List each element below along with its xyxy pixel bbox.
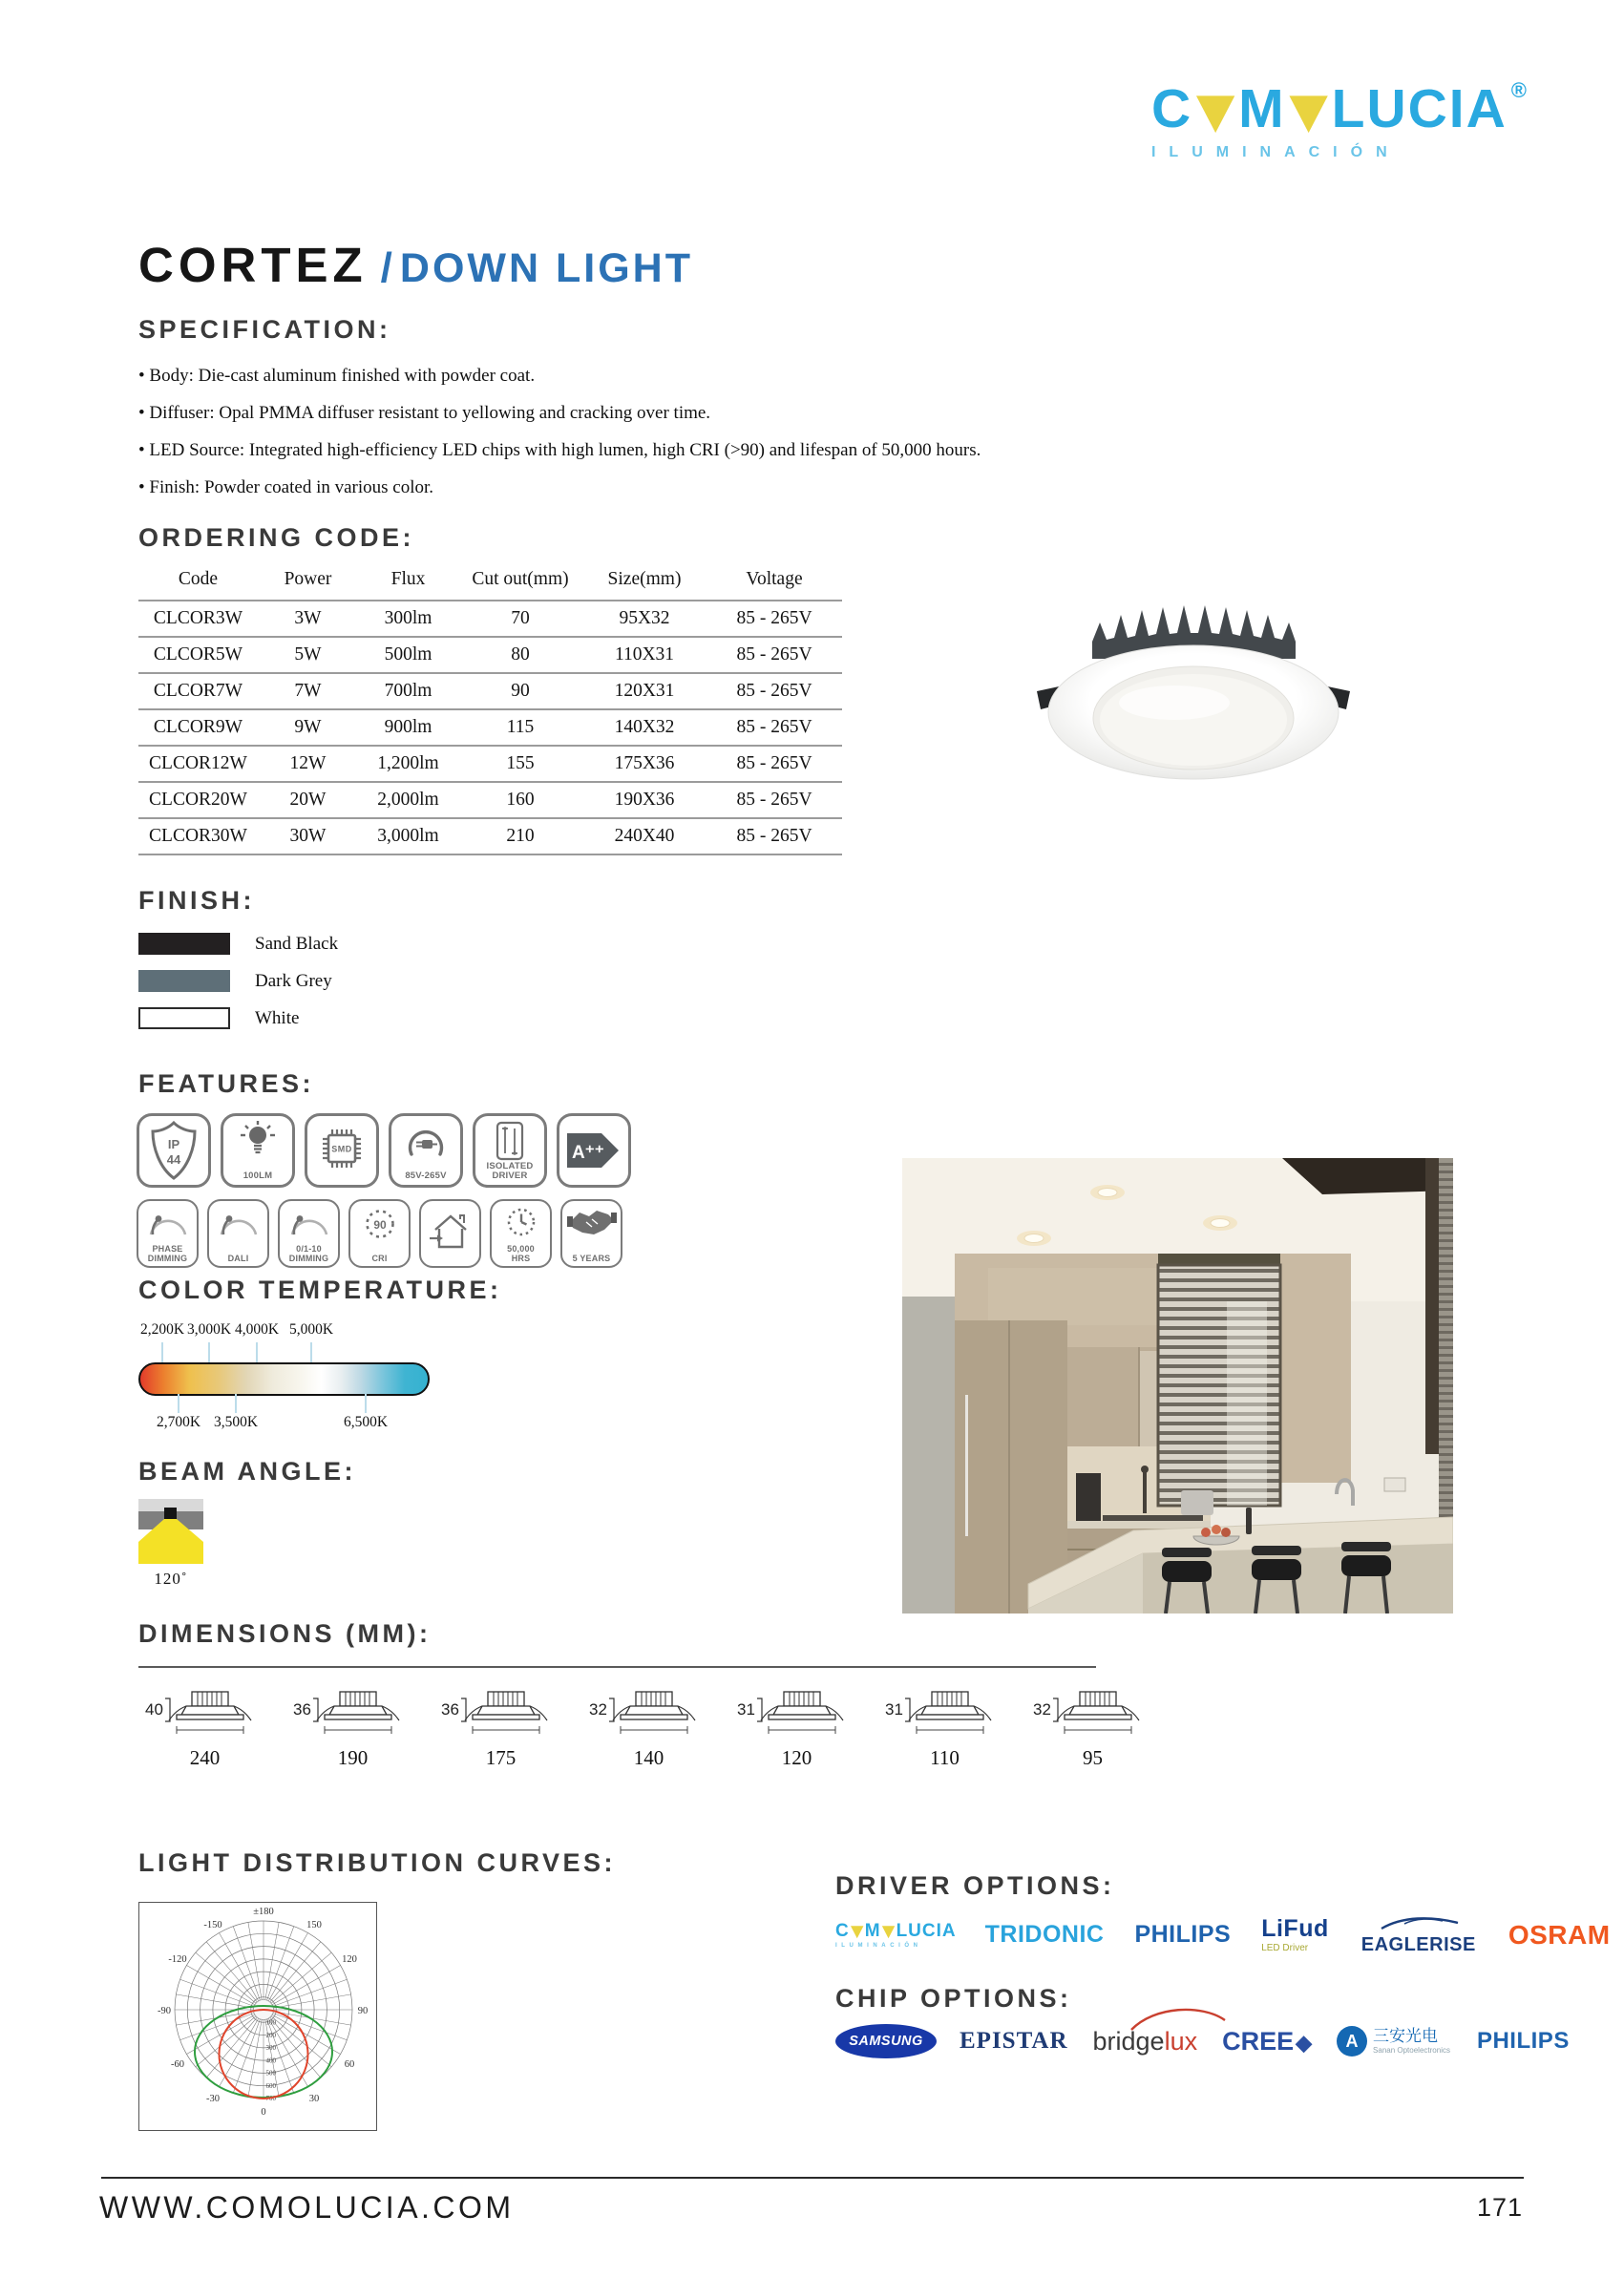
dimmer-gauge-icon bbox=[217, 1206, 261, 1236]
kitchen-photo bbox=[902, 1158, 1453, 1614]
svg-text:0: 0 bbox=[261, 2107, 266, 2118]
svg-text:44: 44 bbox=[166, 1152, 181, 1167]
feature-voltage-range: 85V-265V bbox=[389, 1113, 463, 1188]
dimension-drawing: 36 175 bbox=[432, 1686, 569, 1770]
driver-logo-tridonic: TRIDONIC bbox=[984, 1921, 1105, 1948]
finish-option: White bbox=[138, 1006, 338, 1030]
finish-option: Sand Black bbox=[138, 932, 338, 956]
svg-text:500: 500 bbox=[265, 2069, 276, 2078]
svg-text:36: 36 bbox=[292, 1700, 311, 1719]
features-row-2 bbox=[137, 1199, 631, 1268]
driver-logo-comolucia: C M LUCIA ILUMINACIÓN bbox=[835, 1920, 957, 1949]
dimmer-gauge-icon bbox=[287, 1206, 331, 1236]
dimension-drawing: 32 95 bbox=[1024, 1686, 1161, 1770]
plug-icon bbox=[404, 1121, 448, 1159]
table-header-row bbox=[138, 559, 842, 601]
chip-icon bbox=[314, 1121, 369, 1176]
dimmer-gauge-icon bbox=[146, 1206, 190, 1236]
svg-text:600: 600 bbox=[265, 2081, 276, 2090]
svg-text:31: 31 bbox=[884, 1700, 903, 1719]
svg-text:30: 30 bbox=[308, 2094, 320, 2104]
light-distribution-chart bbox=[138, 1902, 377, 2131]
svg-text:700: 700 bbox=[265, 2095, 276, 2102]
footer-divider bbox=[101, 2177, 1524, 2179]
clock-icon bbox=[501, 1206, 541, 1242]
features-row-1 bbox=[137, 1113, 641, 1188]
feature-cri: 90 CRI bbox=[348, 1199, 411, 1268]
product-photo bbox=[1031, 579, 1356, 812]
svg-text:60: 60 bbox=[344, 2059, 355, 2070]
driver-logo-philips: PHILIPS bbox=[1134, 1921, 1232, 1948]
driver-logo-eaglerise: EAGLERISE bbox=[1361, 1915, 1476, 1954]
color-temperature-gradient-bar bbox=[138, 1362, 430, 1396]
cree-diamond-icon: ◆ bbox=[1296, 2030, 1313, 2055]
feature-lumen: 100LM bbox=[221, 1113, 295, 1188]
page-number: 171 bbox=[1476, 2193, 1523, 2222]
bridgelux-arc-icon bbox=[1126, 2006, 1231, 2031]
brand-triangle-icon bbox=[1289, 91, 1329, 134]
dimension-drawing: 31 110 bbox=[876, 1686, 1013, 1770]
feature-indoor bbox=[419, 1199, 481, 1268]
chip-logo-cree: CREE◆ bbox=[1222, 2026, 1313, 2056]
spec-bullet: • LED Source: Integrated high-efficiency LED chips with high lumen, high CRI (>90) and lifespan of 50,000 hours. bbox=[138, 440, 981, 460]
chip-logo-bridgelux: bridgelux bbox=[1093, 2027, 1198, 2057]
driver-options-logos bbox=[835, 1915, 1611, 1954]
table-row: CLCOR20W 20W 2,000lm 160 190X36 85 - 265V bbox=[138, 782, 842, 818]
svg-text:32: 32 bbox=[1032, 1700, 1051, 1719]
brand-triangle-icon bbox=[1195, 91, 1235, 134]
sanan-badge-icon: A bbox=[1337, 2026, 1367, 2057]
spec-bullet: • Finish: Powder coated in various color. bbox=[138, 477, 434, 497]
title-slash: / bbox=[380, 244, 392, 291]
col-size: Size(mm) bbox=[582, 559, 707, 601]
dimension-drawings bbox=[137, 1686, 1172, 1770]
brand-letter: M bbox=[1238, 78, 1286, 139]
svg-text:-60: -60 bbox=[171, 2059, 184, 2070]
feature-energy-class bbox=[557, 1113, 631, 1188]
eagle-swoosh-icon bbox=[1376, 1915, 1462, 1930]
isolated-driver-icon bbox=[491, 1121, 529, 1161]
svg-text:150: 150 bbox=[306, 1920, 322, 1930]
svg-text:-90: -90 bbox=[158, 2006, 171, 2016]
svg-text:-150: -150 bbox=[203, 1920, 222, 1930]
table-row: CLCOR12W 12W 1,200lm 155 175X36 85 - 265V bbox=[138, 746, 842, 782]
chip-logo-epistar: EPISTAR bbox=[960, 2028, 1068, 2054]
col-cutout: Cut out(mm) bbox=[458, 559, 582, 601]
col-power: Power bbox=[258, 559, 358, 601]
tick bbox=[235, 1394, 237, 1413]
footer-website: WWW.COMOLUCIA.COM bbox=[99, 2190, 515, 2225]
chip-logo-samsung: SAMSUNG bbox=[835, 2024, 937, 2058]
energy-label-icon bbox=[565, 1129, 622, 1171]
svg-text:36: 36 bbox=[440, 1700, 459, 1719]
svg-text:-120: -120 bbox=[168, 1954, 187, 1965]
brand-letter: LUCIA bbox=[1331, 78, 1508, 139]
ordering-code-heading: ORDERING CODE: bbox=[138, 523, 415, 552]
feature-warranty: 5 YEARS bbox=[560, 1199, 622, 1268]
product-category: DOWN LIGHT bbox=[399, 245, 693, 291]
table-row: CLCOR3W 3W 300lm 70 95X32 85 - 265V bbox=[138, 601, 842, 637]
feature-phase-dimming: PHASE DIMMING bbox=[137, 1199, 199, 1268]
features-heading: FEATURES: bbox=[138, 1069, 314, 1098]
color-temperature-scale: 2,200K 3,000K 4,000K 5,000K 2,700K 3,500K 6,500K bbox=[138, 1321, 430, 1436]
dimension-drawing: 40 240 bbox=[137, 1686, 273, 1770]
tick bbox=[256, 1342, 258, 1362]
beam-angle-value: 120˚ bbox=[154, 1570, 188, 1588]
brand-wordmark bbox=[1150, 78, 1529, 139]
swatch-dark-grey bbox=[138, 970, 230, 992]
svg-text:100: 100 bbox=[265, 2018, 276, 2027]
col-code: Code bbox=[138, 559, 258, 601]
table-row: CLCOR30W 30W 3,000lm 210 240X40 85 - 265V bbox=[138, 818, 842, 854]
tick bbox=[310, 1342, 312, 1362]
spec-bullet: • Body: Die-cast aluminum finished with powder coat. bbox=[138, 366, 536, 386]
svg-text:200: 200 bbox=[265, 2031, 276, 2039]
dimension-drawing: 31 120 bbox=[728, 1686, 865, 1770]
tick bbox=[161, 1342, 163, 1362]
table-row: CLCOR5W 5W 500lm 80 110X31 85 - 265V bbox=[138, 637, 842, 673]
beam-angle-heading: BEAM ANGLE: bbox=[138, 1457, 356, 1486]
light-distribution-heading: LIGHT DISTRIBUTION CURVES: bbox=[138, 1848, 617, 1877]
chip-logo-sanan: A 三安光电 Sanan Optoelectronics bbox=[1337, 2026, 1450, 2057]
svg-text:±180: ±180 bbox=[253, 1907, 274, 1917]
brand-triangle-icon bbox=[882, 1925, 896, 1939]
brand-logo bbox=[1150, 78, 1529, 161]
driver-options-heading: DRIVER OPTIONS: bbox=[835, 1871, 1115, 1900]
chip-options-heading: CHIP OPTIONS: bbox=[835, 1984, 1072, 2013]
svg-text:300: 300 bbox=[265, 2044, 276, 2052]
dimension-drawing: 36 190 bbox=[285, 1686, 421, 1770]
feature-smd bbox=[305, 1113, 379, 1188]
svg-text:32: 32 bbox=[588, 1700, 607, 1719]
tick bbox=[365, 1394, 367, 1413]
svg-text:IP: IP bbox=[167, 1137, 180, 1151]
feature-dali: DALI bbox=[207, 1199, 269, 1268]
svg-text:SMD: SMD bbox=[331, 1144, 352, 1154]
page-title bbox=[138, 237, 693, 293]
ordering-table bbox=[138, 559, 842, 855]
dimensions-heading: DIMENSIONS (MM): bbox=[138, 1619, 432, 1648]
driver-logo-osram: OSRAM bbox=[1508, 1919, 1611, 1950]
table-row: CLCOR9W 9W 900lm 115 140X32 85 - 265V bbox=[138, 709, 842, 746]
specification-list bbox=[138, 357, 981, 506]
svg-text:120: 120 bbox=[342, 1954, 357, 1965]
tick bbox=[178, 1394, 179, 1413]
bulb-icon bbox=[237, 1121, 279, 1161]
col-flux: Flux bbox=[358, 559, 458, 601]
svg-text:400: 400 bbox=[265, 2057, 276, 2065]
swatch-sand-black bbox=[138, 933, 230, 955]
brand-triangle-icon bbox=[851, 1925, 864, 1939]
shield-icon bbox=[151, 1121, 197, 1180]
divider bbox=[138, 1666, 1096, 1668]
house-icon bbox=[429, 1211, 473, 1255]
specification-heading: SPECIFICATION: bbox=[138, 315, 391, 344]
spec-bullet: • Diffuser: Opal PMMA diffuser resistant to yellowing and cracking over time. bbox=[138, 403, 711, 423]
svg-text:31: 31 bbox=[736, 1700, 755, 1719]
table-row: CLCOR7W 7W 700lm 90 120X31 85 - 265V bbox=[138, 673, 842, 709]
dimension-drawing: 32 140 bbox=[580, 1686, 717, 1770]
handshake-icon bbox=[567, 1206, 617, 1240]
registered-mark: ® bbox=[1510, 78, 1529, 102]
beam-angle-icon bbox=[138, 1499, 203, 1569]
svg-text:-30: -30 bbox=[206, 2094, 220, 2104]
feature-0-1-10-dimming: 0/1-10 DIMMING bbox=[278, 1199, 340, 1268]
feature-lifespan: 50,000 HRS bbox=[490, 1199, 552, 1268]
swatch-white bbox=[138, 1007, 230, 1029]
chip-options-logos bbox=[835, 2024, 1570, 2058]
tick bbox=[208, 1342, 210, 1362]
finish-options bbox=[138, 932, 338, 1044]
product-name: CORTEZ bbox=[138, 238, 368, 292]
color-temperature-heading: COLOR TEMPERATURE: bbox=[138, 1276, 502, 1304]
feature-ip44 bbox=[137, 1113, 211, 1188]
svg-text:A⁺⁺: A⁺⁺ bbox=[572, 1143, 604, 1163]
brand-tagline: ILUMINACIÓN bbox=[1150, 144, 1401, 160]
svg-text:40: 40 bbox=[144, 1700, 163, 1719]
brand-letter: C bbox=[1150, 78, 1193, 139]
feature-isolated-driver: ISOLATED DRIVER bbox=[473, 1113, 547, 1188]
driver-logo-lifud: LiFud LED Driver bbox=[1261, 1914, 1329, 1953]
svg-text:90: 90 bbox=[357, 2006, 369, 2016]
col-voltage: Voltage bbox=[707, 559, 842, 601]
cri-circle-icon bbox=[360, 1206, 400, 1244]
finish-heading: FINISH: bbox=[138, 886, 255, 915]
finish-option: Dark Grey bbox=[138, 969, 338, 993]
svg-text:90: 90 bbox=[372, 1218, 387, 1232]
chip-logo-philips: PHILIPS bbox=[1476, 2028, 1570, 2054]
